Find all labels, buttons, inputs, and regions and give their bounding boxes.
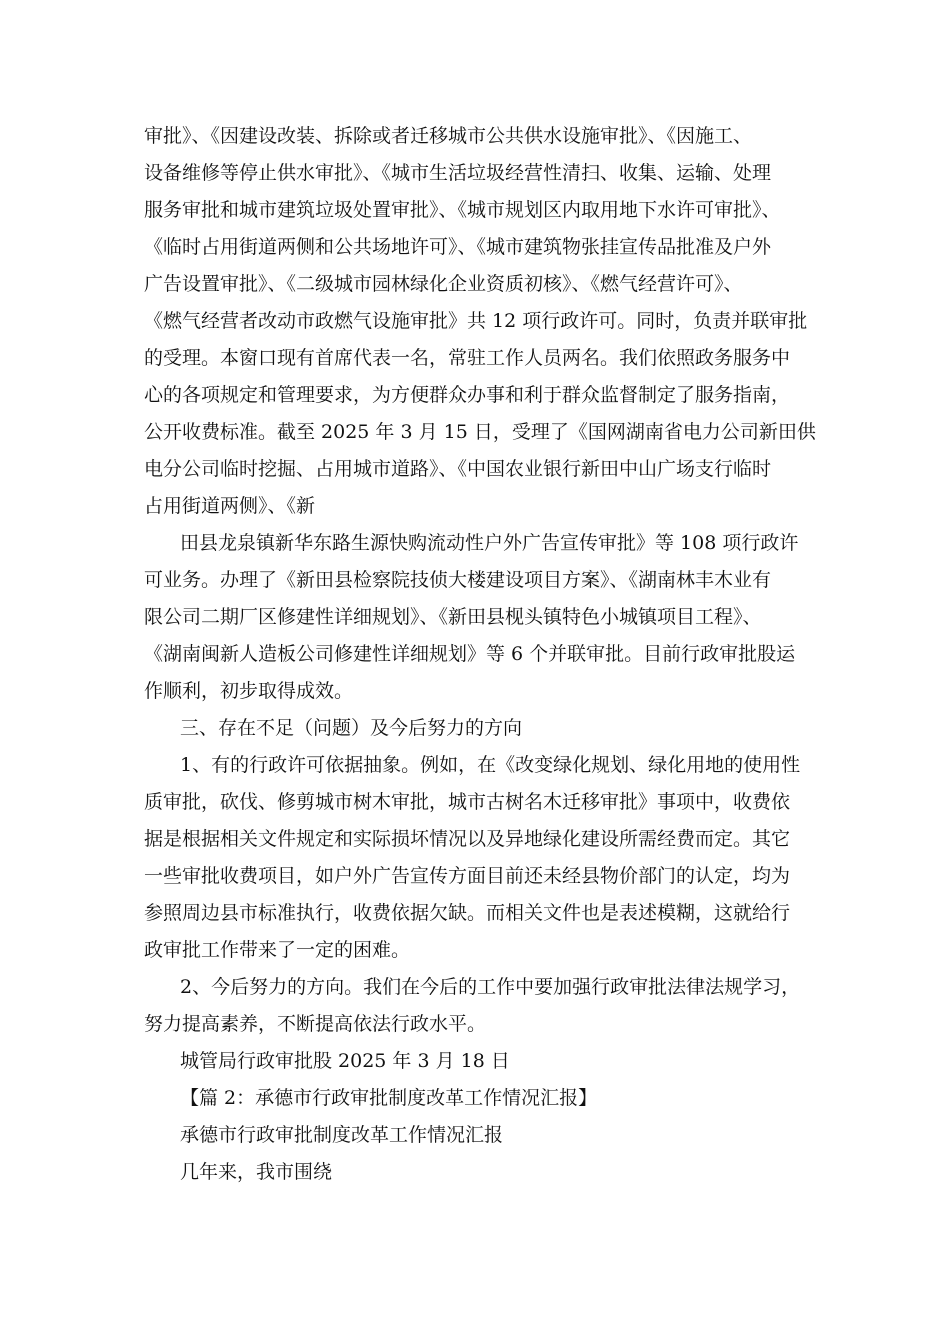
text-line: 占用街道两侧》、《新	[144, 495, 316, 517]
text-line: 参照周边县市标准执行，收费依据欠缺。而相关文件也是表述模糊，这就给行	[144, 902, 791, 924]
text-line: 的受理。本窗口现有首席代表一名，常驻工作人员两名。我们依照政务服务中	[144, 347, 791, 369]
text-line: 一些审批收费项目，如户外广告宣传方面目前还未经县物价部门的认定，均为	[144, 865, 791, 887]
article-heading: 【篇 2：承德市行政审批制度改革工作情况汇报】	[180, 1087, 598, 1109]
section-heading: 三、存在不足（问题）及今后努力的方向	[180, 717, 523, 739]
paragraph-start-line: 2、今后努力的方向。我们在今后的工作中要加强行政审批法律法规学习，	[180, 976, 801, 998]
text-line: 努力提高素养，不断提高依法行政水平。	[144, 1013, 487, 1035]
text-line: 《湖南闽新人造板公司修建性详细规划》等 6 个并联审批。目前行政审批股运	[144, 643, 796, 665]
text-line: 广告设置审批》、《二级城市园林绿化企业资质初核》、《燃气经营许可》、	[144, 273, 743, 295]
text-line: 作顺利，初步取得成效。	[144, 680, 354, 702]
text-line: 可业务。办理了《新田县检察院技侦大楼建设项目方案》、《湖南林丰木业有	[144, 569, 772, 591]
text-line: 质审批，砍伐、修剪城市树木审批，城市古树名木迁移审批》事项中，收费依	[144, 791, 791, 813]
signature-line: 城管局行政审批股 2025 年 3 月 18 日	[180, 1050, 510, 1072]
text-line: 电分公司临时挖掘、占用城市道路》、《中国农业银行新田中山广场支行临时	[144, 458, 772, 480]
text-line: 政审批工作带来了一定的困难。	[144, 939, 411, 961]
text-line: 审批》、《因建设改装、拆除或者迁移城市公共供水设施审批》、《因施工、	[144, 125, 753, 147]
paragraph-start-line: 1、有的行政许可依据抽象。例如，在《改变绿化规划、绿化用地的使用性	[180, 754, 801, 776]
document-body	[144, 118, 816, 1191]
text-line: 《燃气经营者改动市政燃气设施审批》共 12 项行政许可。同时，负责并联审批	[144, 310, 808, 332]
report-title: 承德市行政审批制度改革工作情况汇报	[180, 1124, 504, 1146]
text-line: 设备维修等停止供水审批》、《城市生活垃圾经营性清扫、收集、运输、处理	[144, 162, 772, 184]
text-line: 限公司二期厂区修建性详细规划》、《新田县枧头镇特色小城镇项目工程》、	[144, 606, 762, 628]
text-line: 服务审批和城市建筑垃圾处置审批》、《城市规划区内取用地下水许可审批》、	[144, 199, 781, 221]
paragraph-start-line: 田县龙泉镇新华东路生源快购流动性户外广告宣传审批》等 108 项行政许	[180, 532, 799, 554]
text-line: 公开收费标准。截至 2025 年 3 月 15 日，受理了《国网湖南省电力公司新田供	[144, 421, 816, 443]
text-line: 《临时占用街道两侧和公共场地许可》、《城市建筑物张挂宣传品批准及户外	[144, 236, 772, 258]
paragraph-start-line: 几年来，我市围绕	[180, 1161, 333, 1183]
text-line: 据是根据相关文件规定和实际损坏情况以及异地绿化建设所需经费而定。其它	[144, 828, 791, 850]
text-line: 心的各项规定和管理要求，为方便群众办事和利于群众监督制定了服务指南，	[144, 384, 791, 406]
